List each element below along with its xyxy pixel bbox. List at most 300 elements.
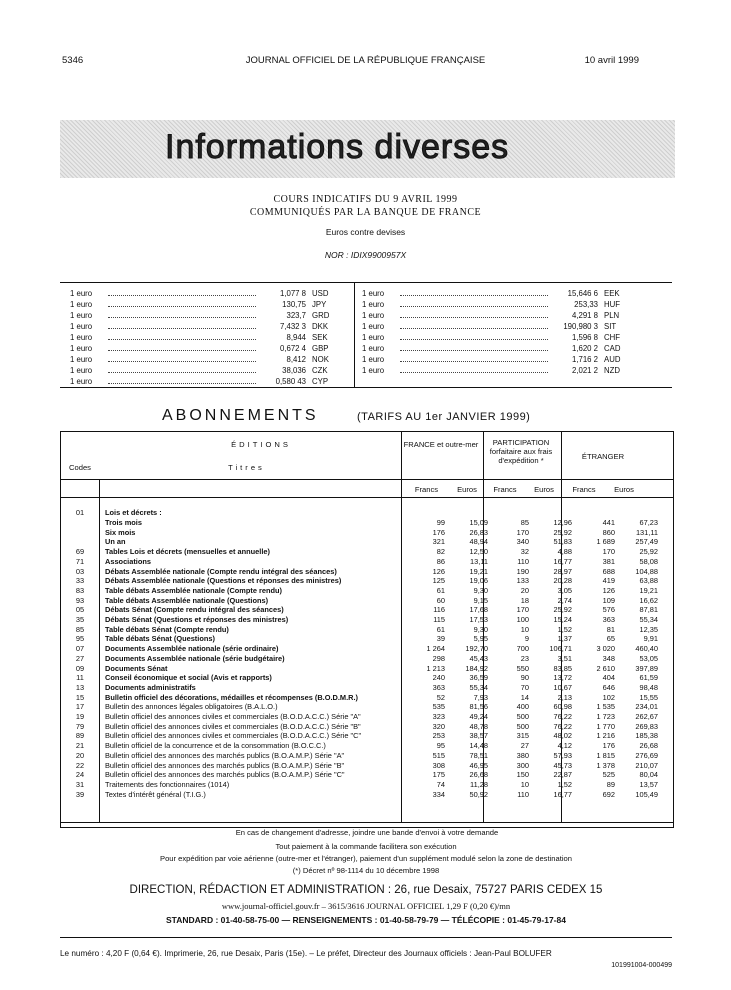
row-title: Bulletin officiel des annonces civiles et commerciales (B.O.D.A.C.C.) Série "C"	[105, 731, 362, 741]
row-code: 89	[75, 731, 85, 741]
row-code: 31	[75, 779, 85, 789]
francs-header-2: Francs	[493, 485, 517, 494]
row-price: 13,72	[553, 673, 572, 683]
footer-reference: 101991004-000499	[611, 962, 672, 969]
row-price: 4,12	[557, 741, 572, 751]
row-price: 116	[433, 605, 445, 615]
row-code: 07	[75, 644, 85, 654]
row-price: 210,07	[635, 760, 658, 770]
table-row	[61, 557, 673, 567]
table-row	[61, 537, 673, 547]
row-price: 58,08	[639, 556, 658, 566]
bottom-rule	[60, 937, 672, 938]
row-price: 9,30	[473, 585, 488, 595]
row-price: 1 535	[596, 702, 615, 712]
row-price: 13,11	[470, 556, 488, 566]
row-price: 176	[602, 741, 615, 751]
row-title: Associations	[105, 556, 152, 566]
row-price: 61	[436, 585, 445, 595]
row-title: Bulletin officiel des annonces des marchés publics (B.O.A.M.P.) Série "A"	[105, 750, 345, 760]
row-title: Table débats Assemblée nationale (Questions)	[105, 595, 269, 605]
row-price: 49,24	[469, 712, 488, 722]
rate-leader-dots	[400, 366, 548, 373]
table-row	[61, 789, 673, 799]
row-price: 86	[436, 556, 445, 566]
row-price: 257,49	[635, 537, 658, 547]
row-title: Bulletin officiel des décorations, médailles et récompenses (B.O.D.M.R.)	[105, 692, 358, 702]
table-row	[61, 692, 673, 702]
row-price: 60	[436, 595, 445, 605]
row-price: 126	[432, 566, 445, 576]
row-price: 10	[520, 779, 529, 789]
rate-currency: DKK	[312, 322, 329, 331]
row-code: 71	[75, 556, 85, 566]
rate-row	[362, 343, 632, 354]
row-price: 125	[432, 576, 445, 586]
rate-leader-dots	[108, 366, 256, 373]
row-price: 300	[516, 760, 529, 770]
row-price: 1 689	[596, 537, 615, 547]
rate-value: 0,672 4	[279, 344, 306, 353]
row-price: 576	[602, 605, 615, 615]
row-price: 381	[602, 556, 615, 566]
row-price: 22,87	[553, 770, 572, 780]
row-price: 9	[524, 634, 529, 644]
row-price: 308	[432, 760, 445, 770]
exchange-rates-table	[60, 282, 672, 388]
table-row	[61, 576, 673, 586]
table-row	[61, 721, 673, 731]
subheader-rule	[61, 497, 673, 498]
row-title: Documents Assemblée nationale (série budgétaire)	[105, 653, 285, 663]
rate-leader-dots	[108, 300, 256, 307]
row-code: 13	[75, 682, 85, 692]
rate-row	[362, 354, 632, 365]
row-title: Bulletin des annonces légales obligatoires (B.A.L.O.)	[105, 702, 278, 712]
row-code: 35	[75, 615, 85, 625]
table-row	[61, 702, 673, 712]
row-price: 90	[520, 673, 529, 683]
row-title: Bulletin officiel des annonces civiles et commerciales (B.O.D.A.C.C.) Série "B"	[105, 721, 361, 731]
row-price: 25,92	[553, 605, 572, 615]
rate-currency: USD	[312, 289, 329, 298]
row-price: 48,94	[469, 537, 488, 547]
rate-row	[362, 299, 632, 310]
table-row	[61, 508, 673, 518]
france-header: FRANCE et outre-mer	[403, 440, 479, 449]
rate-label: 1 euro	[70, 344, 93, 353]
abonnements-title: ABONNEMENTS	[162, 407, 319, 424]
row-price: 52	[436, 692, 445, 702]
row-title: Table débats Sénat (Compte rendu)	[105, 624, 229, 634]
row-price: 15,55	[639, 692, 658, 702]
row-code: 15	[75, 692, 85, 702]
row-price: 39	[436, 634, 445, 644]
rate-value: 0,580 43	[275, 377, 306, 386]
rate-value: 1,620 2	[571, 344, 598, 353]
row-price: 115	[433, 615, 445, 625]
rate-value: 1,596 8	[571, 333, 598, 342]
rate-currency: SEK	[312, 333, 328, 342]
row-price: 20,28	[553, 576, 572, 586]
row-price: 5,95	[473, 634, 488, 644]
row-price: 57,93	[553, 750, 572, 760]
row-price: 48,02	[553, 731, 572, 741]
table-row	[61, 586, 673, 596]
rate-currency: NOK	[312, 355, 329, 364]
row-price: 48,78	[469, 721, 488, 731]
row-price: 1,37	[557, 634, 572, 644]
rate-leader-dots	[400, 311, 548, 318]
row-code: 19	[75, 712, 85, 722]
rate-currency: CYP	[312, 377, 329, 386]
codes-header: Codes	[69, 463, 91, 472]
footer-direction: DIRECTION, RÉDACTION ET ADMINISTRATION : 26, rue Desaix, 75727 PARIS CEDEX 15	[129, 884, 603, 896]
row-price: 2,13	[557, 692, 572, 702]
row-price: 298	[432, 653, 445, 663]
rate-row	[70, 288, 340, 299]
row-price: 19,06	[469, 576, 488, 586]
row-code: 33	[75, 576, 85, 586]
rate-currency: CHF	[604, 333, 621, 342]
francs-header-1: Francs	[414, 485, 439, 494]
row-price: 7,93	[473, 692, 488, 702]
row-price: 13,57	[639, 779, 658, 789]
row-code: 27	[75, 653, 85, 663]
rate-label: 1 euro	[362, 311, 385, 320]
row-price: 1 216	[596, 731, 615, 741]
row-price: 81,56	[469, 702, 488, 712]
row-price: 67,23	[639, 518, 658, 528]
row-price: 102	[602, 692, 615, 702]
row-price: 82	[436, 547, 445, 557]
table-row	[61, 624, 673, 634]
rate-currency: HUF	[604, 300, 621, 309]
etranger-header: ÉTRANGER	[581, 452, 625, 461]
row-price: 1,52	[557, 779, 572, 789]
row-price: 131,11	[635, 527, 658, 537]
row-price: 400	[516, 702, 529, 712]
rate-row	[362, 310, 632, 321]
row-price: 25,92	[639, 547, 658, 557]
row-price: 11,28	[470, 779, 488, 789]
row-price: 83,85	[553, 663, 572, 673]
row-price: 46,95	[469, 760, 488, 770]
row-price: 192,70	[465, 644, 488, 654]
row-price: 1 378	[596, 760, 615, 770]
table-row	[61, 770, 673, 780]
row-price: 700	[516, 644, 529, 654]
row-code: 11	[76, 673, 84, 683]
rate-currency: GRD	[312, 311, 330, 320]
page-number: 5346	[62, 55, 84, 66]
row-price: 363	[432, 682, 445, 692]
tarifs-table	[60, 431, 674, 837]
rate-leader-dots	[108, 377, 256, 384]
row-price: 65	[606, 634, 615, 644]
rate-row	[362, 288, 632, 299]
header-rule	[61, 479, 673, 480]
section-banner	[60, 120, 675, 178]
row-price: 9,15	[473, 595, 488, 605]
row-price: 61,59	[639, 673, 658, 683]
rate-value: 4,291 8	[571, 311, 598, 320]
francs-header-3: Francs	[572, 485, 596, 494]
row-title: Bulletin officiel des annonces des marchés publics (B.O.A.M.P.) Série "C"	[105, 770, 345, 780]
editions-header: ÉDITIONS	[231, 440, 291, 449]
row-price: 36,59	[469, 673, 488, 683]
row-price: 419	[602, 576, 615, 586]
table-row	[61, 683, 673, 693]
row-code: 24	[75, 770, 85, 780]
row-title: Table débats Sénat (Questions)	[105, 634, 215, 644]
nor-reference: NOR : IDIX9900957X	[324, 250, 407, 260]
row-price: 81	[606, 624, 615, 634]
rate-row	[70, 365, 340, 376]
table-row	[61, 663, 673, 673]
row-title: Un an	[105, 537, 126, 547]
row-price: 10,67	[553, 682, 572, 692]
rate-leader-dots	[108, 333, 256, 340]
row-price: 176	[432, 527, 445, 537]
row-title: Documents Sénat	[105, 663, 168, 673]
footer-decree: (*) Décret nº 98-1114 du 10 décembre 1998	[292, 866, 440, 875]
table-row	[61, 605, 673, 615]
table-row	[61, 518, 673, 528]
row-price: 95	[436, 741, 445, 751]
row-price: 860	[602, 527, 615, 537]
row-price: 1 213	[426, 663, 445, 673]
rate-leader-dots	[108, 311, 256, 318]
row-price: 12,50	[469, 547, 488, 557]
row-price: 688	[602, 566, 615, 576]
row-price: 234,01	[635, 702, 658, 712]
row-price: 78,51	[469, 750, 488, 760]
row-price: 25,92	[553, 527, 572, 537]
rate-label: 1 euro	[70, 355, 93, 364]
row-price: 133	[516, 576, 529, 586]
table-row	[61, 615, 673, 625]
row-title: Trois mois	[105, 518, 142, 528]
row-price: 53,05	[639, 653, 658, 663]
row-price: 50,92	[469, 789, 488, 799]
row-title: Table débats Assemblée nationale (Compte rendu)	[105, 585, 282, 595]
rate-label: 1 euro	[70, 322, 93, 331]
row-price: 109	[602, 595, 615, 605]
row-price: 70	[520, 682, 529, 692]
rate-currency: JPY	[312, 300, 327, 309]
row-price: 15,09	[469, 518, 488, 528]
rate-value: 8,944	[286, 333, 306, 342]
rates-right-column	[362, 288, 632, 376]
row-title: Débats Assemblée nationale (Compte rendu intégral des séances)	[105, 566, 337, 576]
table-row	[61, 527, 673, 537]
rate-value: 1,716 2	[571, 355, 598, 364]
row-price: 99	[436, 518, 445, 528]
row-price: 105,49	[635, 789, 658, 799]
rate-leader-dots	[400, 333, 548, 340]
row-code: 39	[75, 789, 85, 799]
rate-label: 1 euro	[362, 322, 385, 331]
euros-header-1: Euros	[457, 485, 477, 494]
row-price: 12,96	[553, 518, 572, 528]
row-price: 100	[516, 615, 529, 625]
titres-header: Titres	[228, 463, 265, 472]
rate-label: 1 euro	[362, 366, 385, 375]
row-price: 98,48	[639, 682, 658, 692]
row-price: 1 770	[596, 721, 615, 731]
rate-row	[362, 321, 632, 332]
table-row	[61, 634, 673, 644]
rate-currency: NZD	[604, 366, 621, 375]
row-code: 05	[75, 605, 85, 615]
row-price: 17,53	[469, 615, 488, 625]
row-price: 106,71	[549, 644, 572, 654]
row-price: 27	[520, 741, 529, 751]
row-code: 95	[75, 634, 85, 644]
row-price: 441	[602, 518, 615, 528]
row-price: 110	[517, 556, 529, 566]
row-price: 110	[517, 789, 529, 799]
row-title: Débats Sénat (Questions et réponses des ministres)	[105, 615, 289, 625]
row-price: 17,68	[469, 605, 488, 615]
row-price: 315	[516, 731, 529, 741]
row-price: 55,34	[469, 682, 488, 692]
row-price: 9,30	[473, 624, 488, 634]
row-code: 79	[75, 721, 85, 731]
row-price: 550	[516, 663, 529, 673]
rate-row	[362, 365, 632, 376]
issue-date: 10 avril 1999	[584, 55, 639, 66]
row-title: Bulletin officiel des annonces civiles et commerciales (B.O.D.A.C.C.) Série "A"	[105, 712, 361, 722]
rate-leader-dots	[108, 289, 256, 296]
row-code: 93	[75, 595, 85, 605]
rate-label: 1 euro	[70, 311, 93, 320]
rate-value: 15,646 6	[567, 289, 598, 298]
row-price: 1 815	[596, 750, 615, 760]
row-price: 515	[432, 750, 445, 760]
rate-value: 7,432 3	[279, 322, 306, 331]
rate-currency: CAD	[604, 344, 621, 353]
rate-label: 1 euro	[70, 377, 93, 386]
row-price: 4,88	[557, 547, 572, 557]
row-price: 500	[516, 721, 529, 731]
rate-leader-dots	[400, 289, 548, 296]
row-title: Documents Assemblée nationale (série ordinaire)	[105, 644, 279, 654]
row-price: 32	[520, 547, 529, 557]
table-row	[61, 547, 673, 557]
row-price: 150	[516, 770, 529, 780]
rate-row	[70, 332, 340, 343]
footer-payment: Tout paiement à la commande facilitera son exécution	[275, 842, 457, 851]
row-code: 21	[75, 741, 85, 751]
rate-leader-dots	[108, 322, 256, 329]
row-price: 76,22	[553, 712, 572, 722]
row-price: 397,89	[635, 663, 658, 673]
rates-left-column	[70, 288, 340, 387]
footer-numero: Le numéro : 4,20 F (0,64 €). Imprimerie, 26, rue Desaix, Paris (15e). – Le préfet, Directeur des Journaux officiels : Jean-Paul BOLUFER	[60, 949, 552, 958]
row-price: 89	[606, 779, 615, 789]
rate-value: 190,980 3	[563, 322, 598, 331]
table-row	[61, 644, 673, 654]
row-price: 74	[436, 779, 445, 789]
rate-value: 323,7	[286, 311, 306, 320]
row-price: 323	[432, 712, 445, 722]
row-price: 45,73	[553, 760, 572, 770]
row-price: 348	[602, 653, 615, 663]
row-price: 460,40	[635, 644, 658, 654]
row-price: 14,48	[469, 741, 488, 751]
row-code: 09	[75, 663, 85, 673]
row-price: 12,35	[639, 624, 658, 634]
participation-header: PARTICIPATION forfaitaire aux frais d'expédition *	[489, 438, 553, 465]
row-price: 60,98	[553, 702, 572, 712]
row-title: Débats Sénat (Compte rendu intégral des séances)	[105, 605, 284, 615]
row-price: 269,83	[635, 721, 658, 731]
row-price: 404	[602, 673, 615, 683]
row-price: 2 610	[596, 663, 615, 673]
rate-row	[70, 354, 340, 365]
row-price: 28,97	[553, 566, 572, 576]
row-price: 55,34	[639, 615, 658, 625]
row-price: 104,88	[635, 566, 658, 576]
row-price: 1 264	[426, 644, 445, 654]
rate-row	[70, 321, 340, 332]
table-row	[61, 566, 673, 576]
row-price: 10	[520, 624, 529, 634]
rate-label: 1 euro	[362, 355, 385, 364]
row-price: 334	[432, 789, 445, 799]
rate-label: 1 euro	[70, 300, 93, 309]
section-title: Informations diverses	[165, 128, 510, 166]
rate-leader-dots	[108, 355, 256, 362]
cours-subtitle: Euros contre devises	[325, 227, 406, 237]
table-row	[61, 673, 673, 683]
table-row	[61, 760, 673, 770]
row-price: 535	[432, 702, 445, 712]
row-price: 3,51	[557, 653, 572, 663]
row-price: 320	[432, 721, 445, 731]
row-price: 16,62	[639, 595, 658, 605]
body-end-rule	[61, 822, 673, 823]
rate-currency: CZK	[312, 366, 328, 375]
row-price: 61	[436, 624, 445, 634]
row-code: 22	[75, 760, 85, 770]
row-price: 20	[520, 585, 529, 595]
table-row	[61, 731, 673, 741]
rate-label: 1 euro	[362, 333, 385, 342]
rate-currency: AUD	[604, 355, 621, 364]
row-price: 692	[602, 789, 615, 799]
row-code: 17	[75, 702, 85, 712]
row-price: 19,21	[639, 585, 658, 595]
footer-website: www.journal-officiel.gouv.fr – 3615/3616 JOURNAL OFFICIEL 1,29 F (0,20 €)/mn	[221, 901, 511, 911]
rate-label: 1 euro	[362, 289, 385, 298]
row-price: 1,52	[557, 624, 572, 634]
rates-divider	[354, 283, 355, 387]
rate-value: 253,33	[574, 300, 598, 309]
row-price: 51,83	[553, 537, 572, 547]
table-row	[61, 751, 673, 761]
rate-leader-dots	[400, 344, 548, 351]
row-price: 26,68	[469, 770, 488, 780]
row-price: 26,83	[469, 527, 488, 537]
row-code: 83	[75, 585, 85, 595]
row-title: Conseil économique et social (Avis et rapports)	[105, 673, 272, 683]
row-price: 190	[516, 566, 529, 576]
rate-row	[362, 332, 632, 343]
rate-label: 1 euro	[362, 300, 385, 309]
